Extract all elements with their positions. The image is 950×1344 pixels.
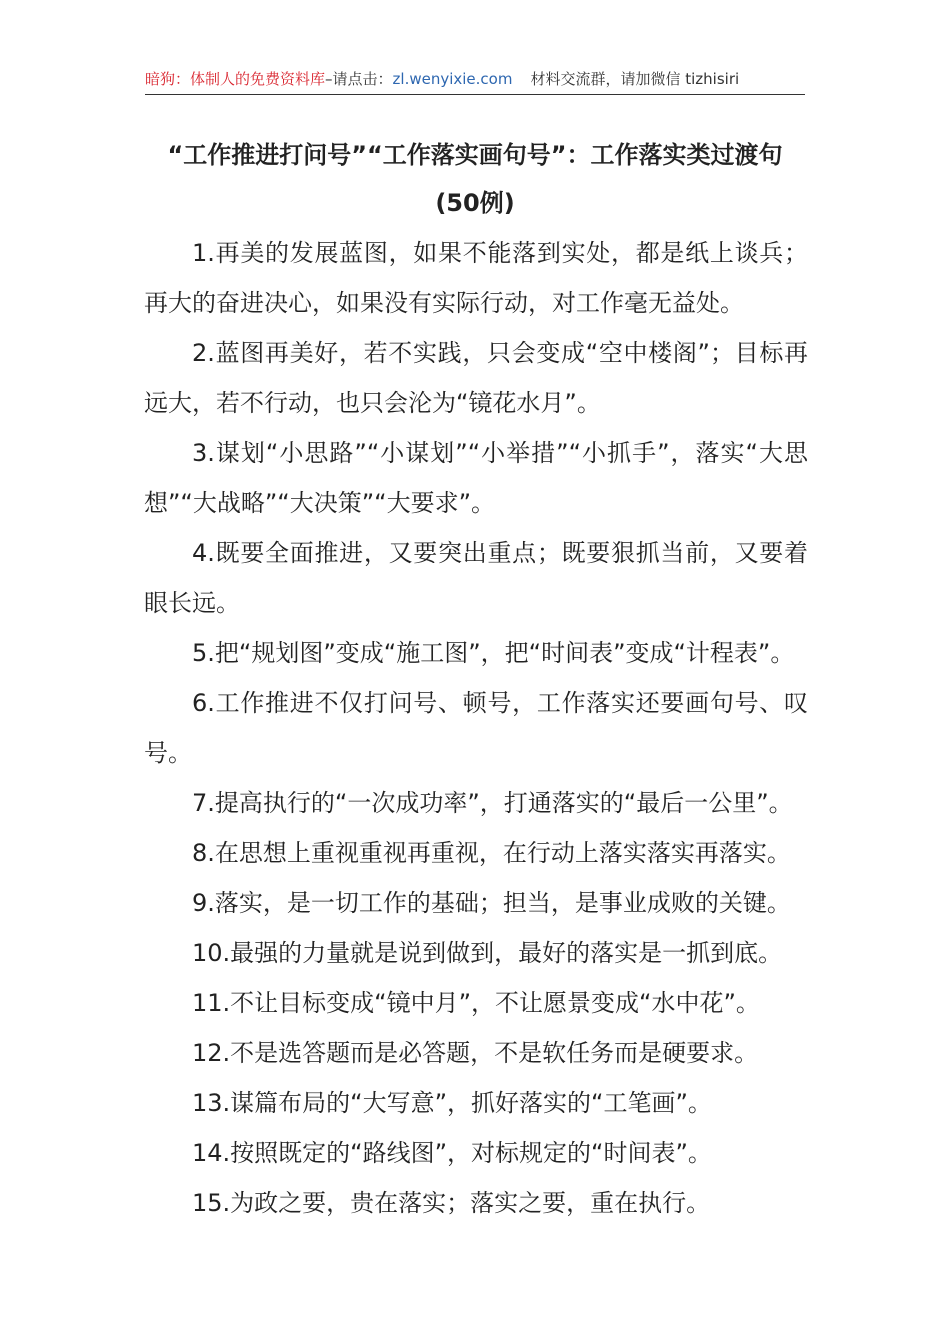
list-item: 15.为政之要，贵在落实；落实之要，重在执行。 (192, 1189, 711, 1217)
list-item: 4.既要全面推进，又要突出重点；既要狠抓当前，又要着眼长远。 (144, 539, 808, 617)
list-item: 7.提高执行的“一次成功率”，打通落实的“最后一公里”。 (192, 789, 793, 817)
page-header (145, 68, 805, 95)
list-item: 13.谋篇布局的“大写意”，抓好落实的“工笔画”。 (192, 1089, 712, 1117)
document-title: “工作推进打问号”“工作落实画句号”：工作落实类过渡句 (167, 141, 783, 169)
list-item: 11.不让目标变成“镜中月”，不让愿景变成“水中花”。 (192, 989, 760, 1017)
list-item: 6.工作推进不仅打问号、顿号，工作落实还要画句号、叹号。 (144, 689, 808, 767)
document-body (144, 228, 808, 1228)
list-item: 14.按照既定的“路线图”，对标规定的“时间表”。 (192, 1139, 712, 1167)
header-contact-label: 材料交流群，请加微信 tizhisiri (530, 70, 740, 88)
header-click-label: –请点击： (325, 70, 393, 88)
list-item: 2.蓝图再美好，若不实践，只会变成“空中楼阁”；目标再远大，若不行动，也只会沦为“镜花水月”。 (144, 339, 808, 417)
list-item: 5.把“规划图”变成“施工图”，把“时间表”变成“计程表”。 (192, 639, 795, 667)
list-item: 9.落实，是一切工作的基础；担当，是事业成败的关键。 (192, 889, 791, 917)
list-item: 8.在思想上重视重视再重视，在行动上落实落实再落实。 (192, 839, 791, 867)
list-item: 12.不是选答题而是必答题，不是软任务而是硬要求。 (192, 1039, 759, 1067)
list-item: 1.再美的发展蓝图，如果不能落到实处，都是纸上谈兵；再大的奋进决心，如果没有实际行动，对工作毫无益处。 (144, 239, 808, 317)
header-url-link[interactable]: zl.wenyixie.com (392, 70, 513, 88)
header-source-label: 暗狗：体制人的免费资料库 (145, 70, 326, 88)
document-subtitle: (50例) (435, 189, 515, 217)
list-item: 10.最强的力量就是说到做到，最好的落实是一抓到底。 (192, 939, 783, 967)
list-item: 3.谋划“小思路”“小谋划”“小举措”“小抓手”，落实“大思想”“大战略”“大决策”“大要求”。 (144, 439, 808, 517)
